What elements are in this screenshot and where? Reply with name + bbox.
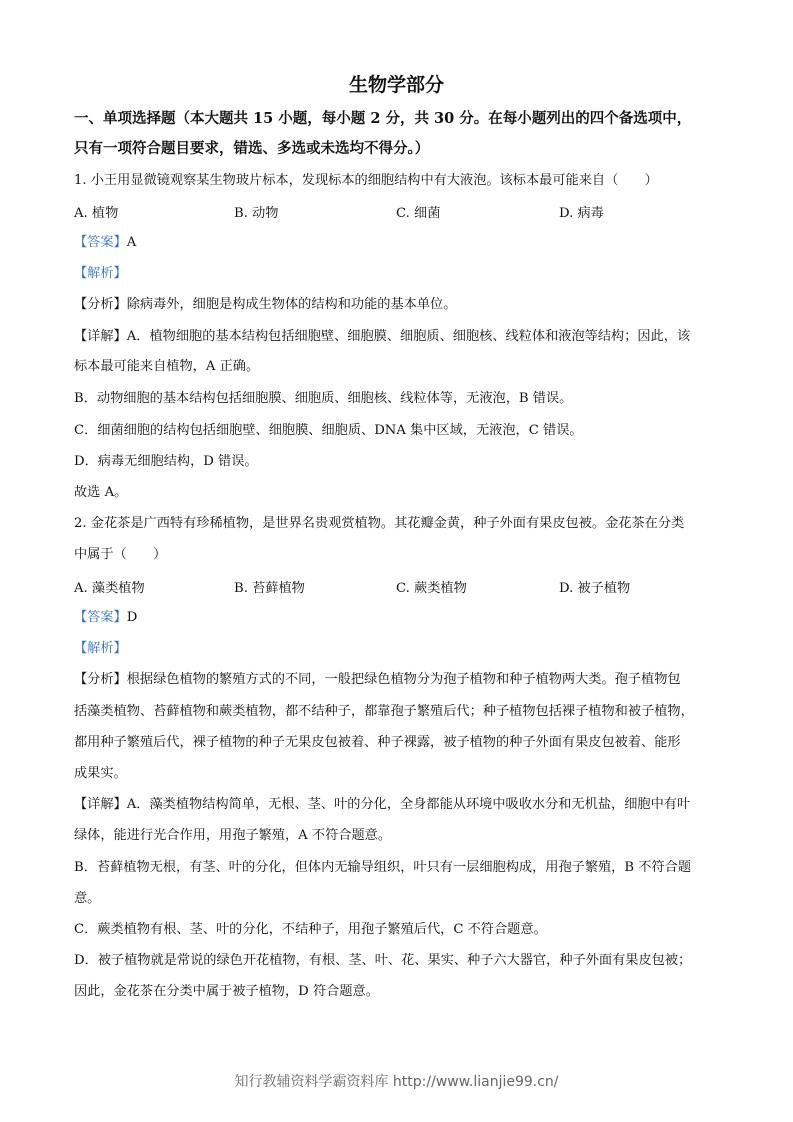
question-1-detail-d: D．病毒无细胞结构，D 错误。 [74,454,258,469]
question-2-detail-c: C．蕨类植物有根、茎、叶的分化，不结种子，用孢子繁殖后代，C 不符合题意。 [74,922,547,937]
q1-option-d: D. 病毒 [559,206,604,221]
question-2-detail-b-line2: 意。 [74,891,101,906]
q2-option-b: B. 苔藓植物 [234,581,305,596]
q1-option-a: A. 植物 [74,206,119,221]
q2-option-d: D. 被子植物 [559,581,631,596]
question-2-detail-d-line1: D．被子植物就是常说的绿色开花植物，有根、茎、叶、花、果实、种子六大器官，种子外面有果皮包被； [74,953,692,968]
q2-option-a: A. 藻类植物 [74,581,145,596]
section-heading-line1: 一、单项选择题（本大题共 15 小题，每小题 2 分，共 30 分。在每小题列出的四个备选项中， [74,110,692,127]
q2-option-c: C. 蕨类植物 [396,581,467,596]
question-1-stem: 1. 小王用显微镜观察某生物玻片标本，发现标本的细胞结构中有大液泡。该标本最可能来自（ ） [74,173,658,188]
answer-value: D [126,610,138,625]
section-heading-line2: 只有一项符合题目要求，错选、多选或未选均不得分。） [74,140,430,157]
question-2-detail-d-line2: 因此，金花茶在分类中属于被子植物，D 符合题意。 [74,984,379,999]
question-2-stem-line2: 中属于（ ） [74,547,167,562]
question-2-stem-line1: 2. 金花茶是广西特有珍稀植物，是世界名贵观赏植物。其花瓣金黄，种子外面有果皮包被。金花茶在分类 [74,516,685,531]
question-2-analysis-tag: 【解析】 [74,641,127,656]
answer-value: A [126,235,137,250]
page-title: 生物学部分 [348,74,444,96]
answer-tag: 【答案】 [74,235,127,250]
question-1-fenxi: 【分析】除病毒外，细胞是构成生物体的结构和功能的基本单位。 [74,297,457,312]
q1-option-b: B. 动物 [234,206,279,221]
question-1-answer [74,233,724,253]
footer-watermark: 知行教辅资料学霸资料库 http://www.lianjie99.cn/ [234,1074,559,1090]
question-1-detail-c: C．细菌细胞的结构包括细胞壁、细胞膜、细胞质、DNA 集中区域，无液泡，C 错误。 [74,423,583,438]
question-2-fenxi-line4: 成果实。 [74,766,127,781]
question-1-detail-b: B．动物细胞的基本结构包括细胞膜、细胞质、细胞核、线粒体等，无液泡，B 错误。 [74,391,573,406]
question-2-detail-b-line1: B．苔藓植物无根，有茎、叶的分化，但体内无输导组织，叶只有一层细胞构成，用孢子繁殖，B 不符合题 [74,860,692,875]
question-2-detail-line1: 【详解】A．藻类植物结构简单，无根、茎、叶的分化，全身都能从环境中吸收水分和无机盐，细胞中有叶 [74,797,691,812]
question-2-fenxi-line1: 【分析】根据绿色植物的繁殖方式的不同，一般把绿色植物分为孢子植物和种子植物两大类。孢子植物包 [74,672,681,687]
q1-option-c: C. 细菌 [396,206,441,221]
question-1-detail-line2: 标本最可能来自植物，A 正确。 [74,359,260,374]
question-1-detail-line1: 【详解】A．植物细胞的基本结构包括细胞壁、细胞膜、细胞质、细胞核、线粒体和液泡等结构；因此，该 [74,329,691,344]
question-2-fenxi-line2: 括藻类植物、苔藓植物和蕨类植物，都不结种子，都靠孢子繁殖后代；种子植物包括裸子植物和被子植物， [74,704,694,719]
question-2-detail-line2: 绿体，能进行光合作用，用孢子繁殖，A 不符合题意。 [74,828,392,843]
question-2-fenxi-line3: 都用种子繁殖后代，裸子植物的种子无果皮包被着、种子裸露，被子植物的种子外面有果皮包被着、能形 [74,735,681,750]
question-2-options [74,577,724,597]
question-2-answer [74,608,724,628]
question-1-options [74,202,724,222]
question-1-conclusion: 故选 A。 [74,485,128,500]
answer-tag: 【答案】 [74,610,127,625]
question-1-analysis-tag: 【解析】 [74,266,127,281]
